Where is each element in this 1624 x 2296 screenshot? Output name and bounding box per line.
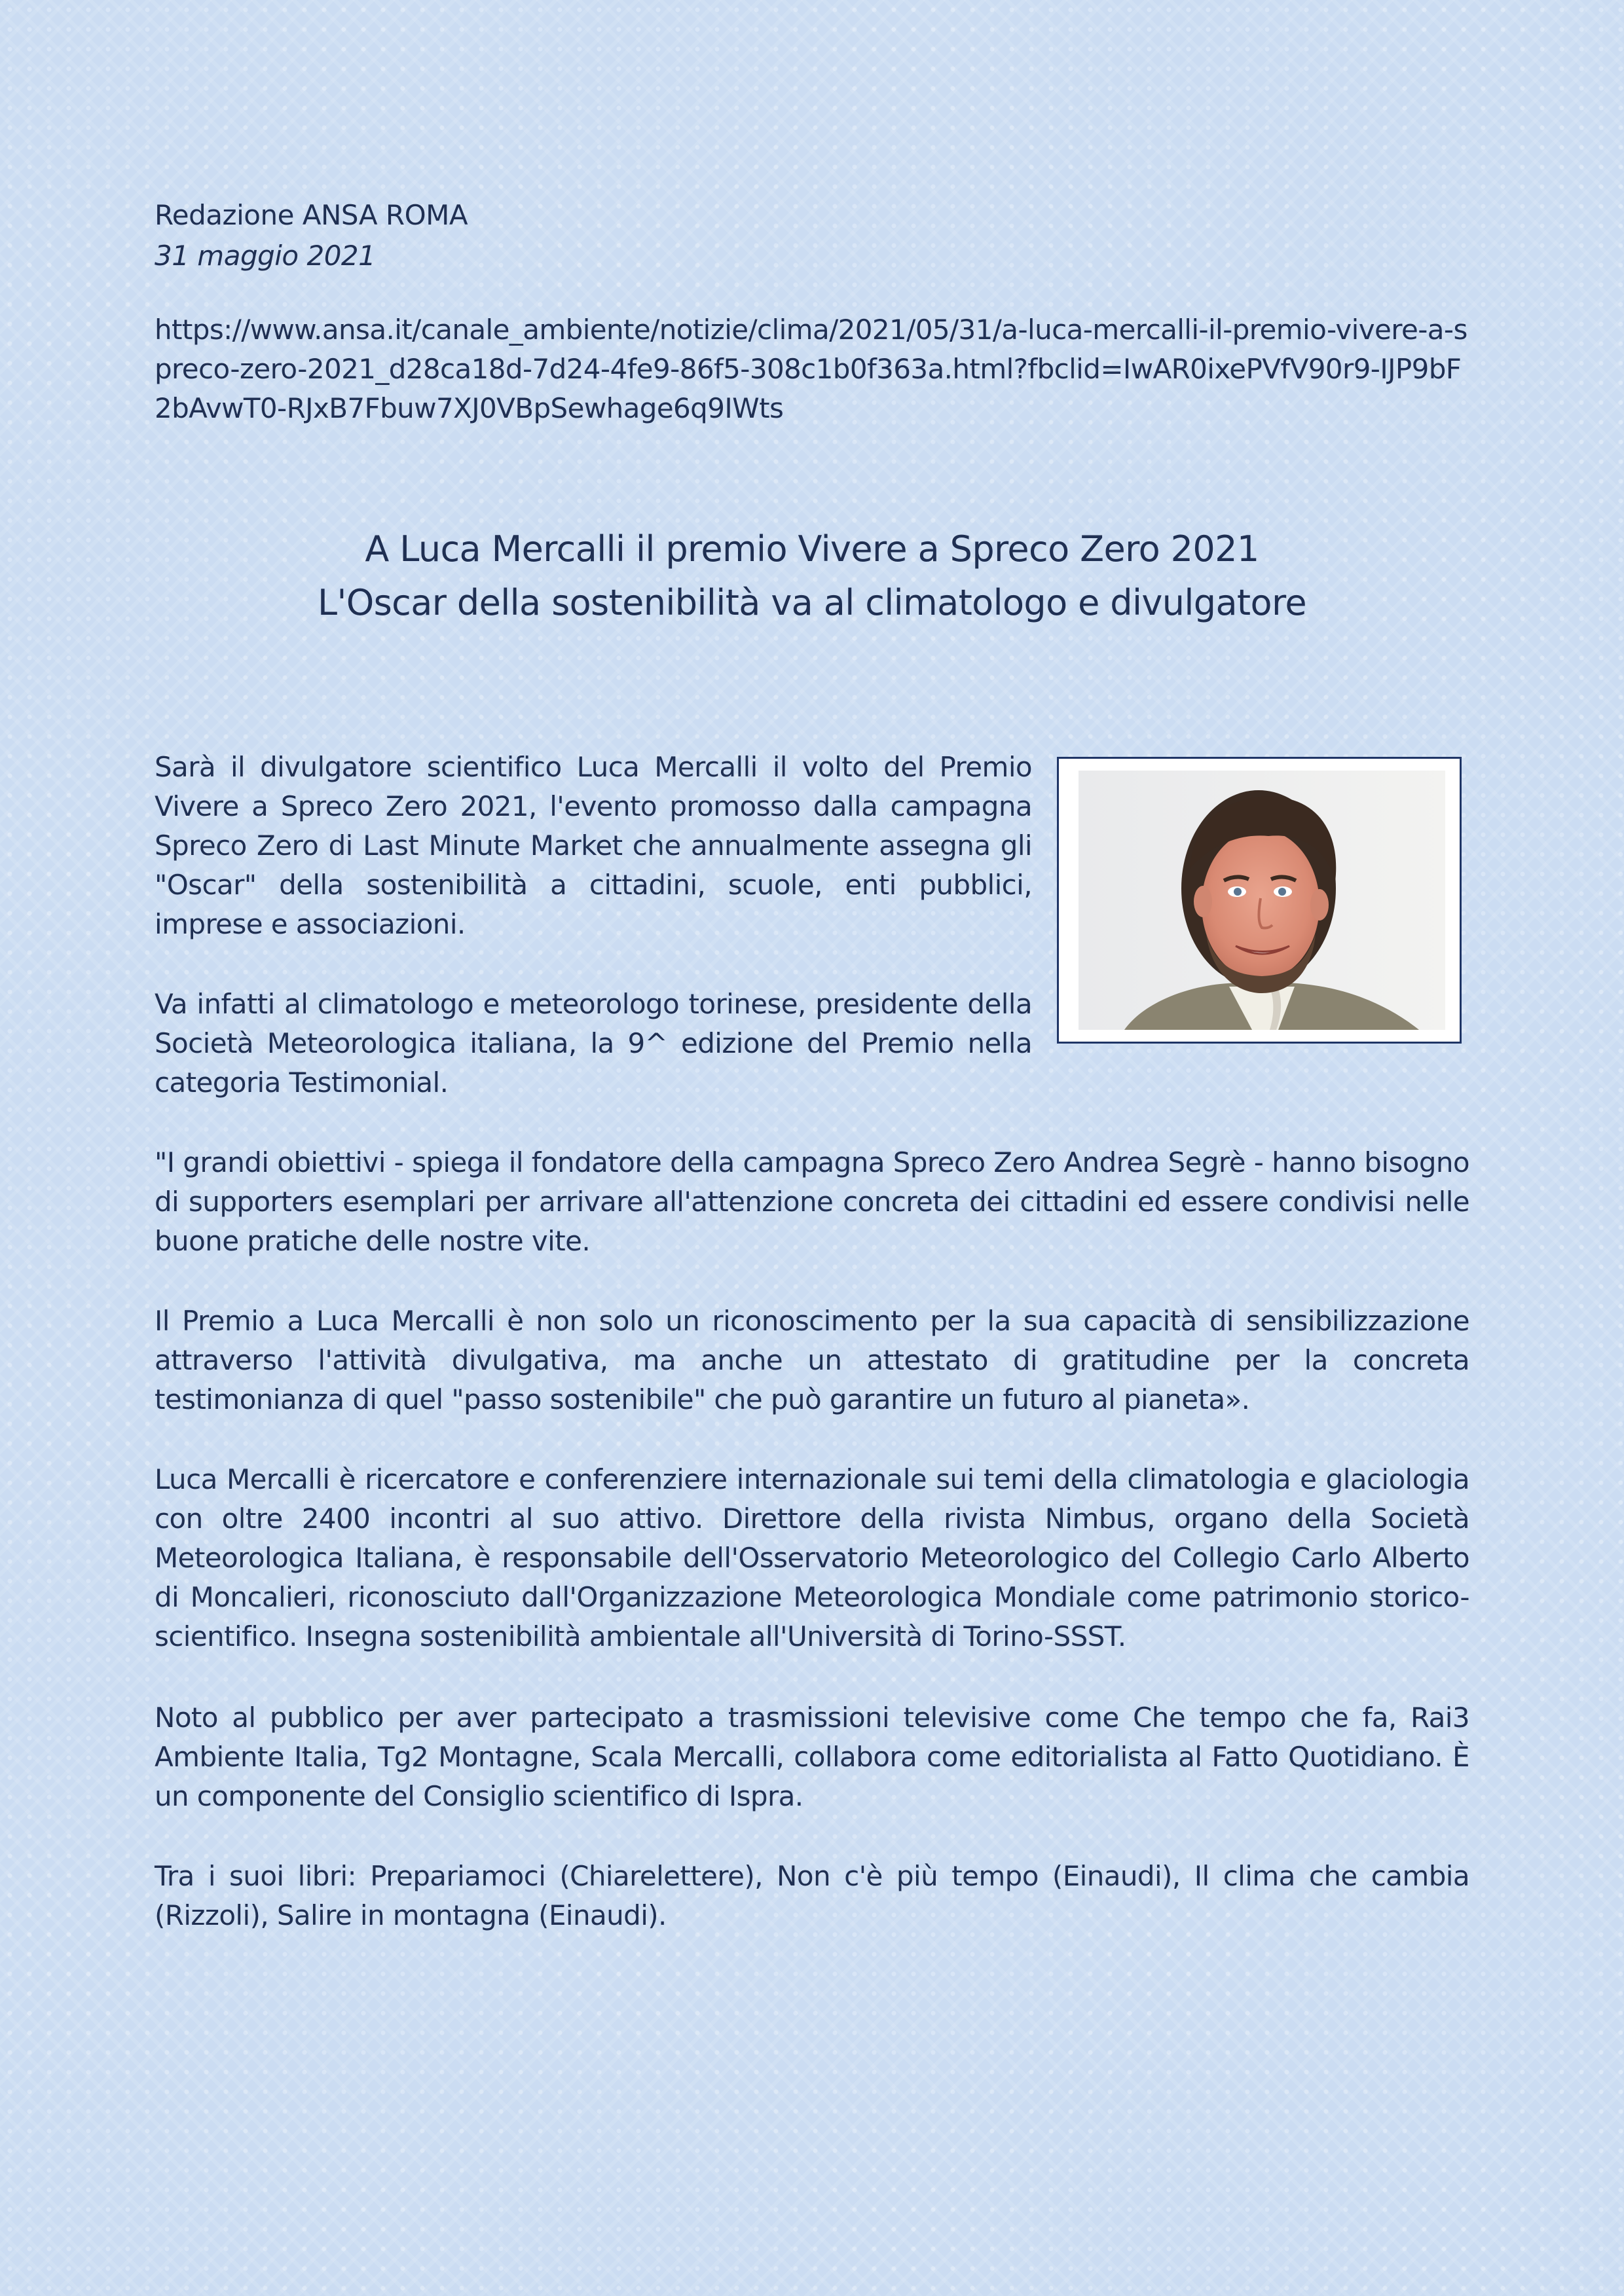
paragraph-1: Sarà il divulgatore scientifico Luca Mercalli il volto del Premio Vivere a Spreco Zero 2021, l'evento promosso dalla campagna Spreco Zero di Last Minute Market che annualmente assegna gli "Oscar" della sostenibilità a cittadini, scuole, enti pubblici, imprese e associazioni. <box>155 751 1032 940</box>
paragraph-2: Va infatti al climatologo e meteorologo torinese, presidente della Società Meteorologica italiana, la 9^ edizione del Premio nella categoria Testimonial. <box>155 988 1032 1099</box>
paragraph-6: Noto al pubblico per aver partecipato a trasmissioni televisive come Che tempo che fa, Rai3 Ambiente Italia, Tg2 Montagne, Scala Mercalli, collabora come editorialista al Fatto Quotidiano. È un componente del Consiglio scientifico di Ispra. <box>155 1702 1469 1812</box>
byline-date: 31 maggio 2021 <box>155 240 376 272</box>
byline-source: Redazione ANSA ROMA <box>155 199 468 231</box>
headline-title: A Luca Mercalli il premio Vivere a Spreco Zero 2021 <box>365 528 1259 570</box>
portrait-photo-frame <box>1057 757 1462 1044</box>
paragraph-5: Luca Mercalli è ricercatore e conferenziere internazionale sui temi della climatologia e glaciologia con oltre 2400 incontri al suo attivo. Direttore della rivista Nimbus, organo della Società Meteorologica Italiana, è responsabile dell'Osservatorio Meteorologico del Collegio Carlo Alberto di Moncalieri, riconosciuto dall'Organizzazione Meteorologica Mondiale come patrimonio storico-scientifico. Insegna sostenibilità ambientale all'Università di Torino-SSST. <box>155 1463 1469 1652</box>
headline-subtitle: L'Oscar della sostenibilità va al climatologo e divulgatore <box>318 582 1306 623</box>
paragraph-4: Il Premio a Luca Mercalli è non solo un riconoscimento per la sua capacità di sensibilizzazione attraverso l'attività divulgativa, ma anche un attestato di gratitudine per la concreta testimonianza di quel "passo sostenibile" che può garantire un futuro al pianeta». <box>155 1305 1469 1415</box>
headline <box>155 522 1469 630</box>
paragraph-7: Tra i suoi libri: Prepariamoci (Chiarelettere), Non c'è più tempo (Einaudi), Il clima che cambia (Rizzoli), Salire in montagna (Einaudi). <box>155 1860 1469 1931</box>
paragraph-3: "I grandi obiettivi - spiega il fondatore della campagna Spreco Zero Andrea Segrè - hanno bisogno di supporters esemplari per arrivare all'attenzione concreta dei cittadini ed essere condivisi nelle buone pratiche delle nostre vite. <box>155 1146 1469 1257</box>
portrait-photo-icon <box>1079 771 1445 1030</box>
source-url: https://www.ansa.it/canale_ambiente/notizie/clima/2021/05/31/a-luca-mercalli-il-premio-vivere-a-spreco-zero-2021_d28ca18d-7d24-4fe9-86f5-308c1b0f363a.html?fbclid=IwAR0ixePVfV90r9-IJP9bF2bAvwT0-RJxB7Fbuw7XJ0VBpSewhage6q9IWts <box>155 314 1467 424</box>
byline <box>155 195 468 276</box>
